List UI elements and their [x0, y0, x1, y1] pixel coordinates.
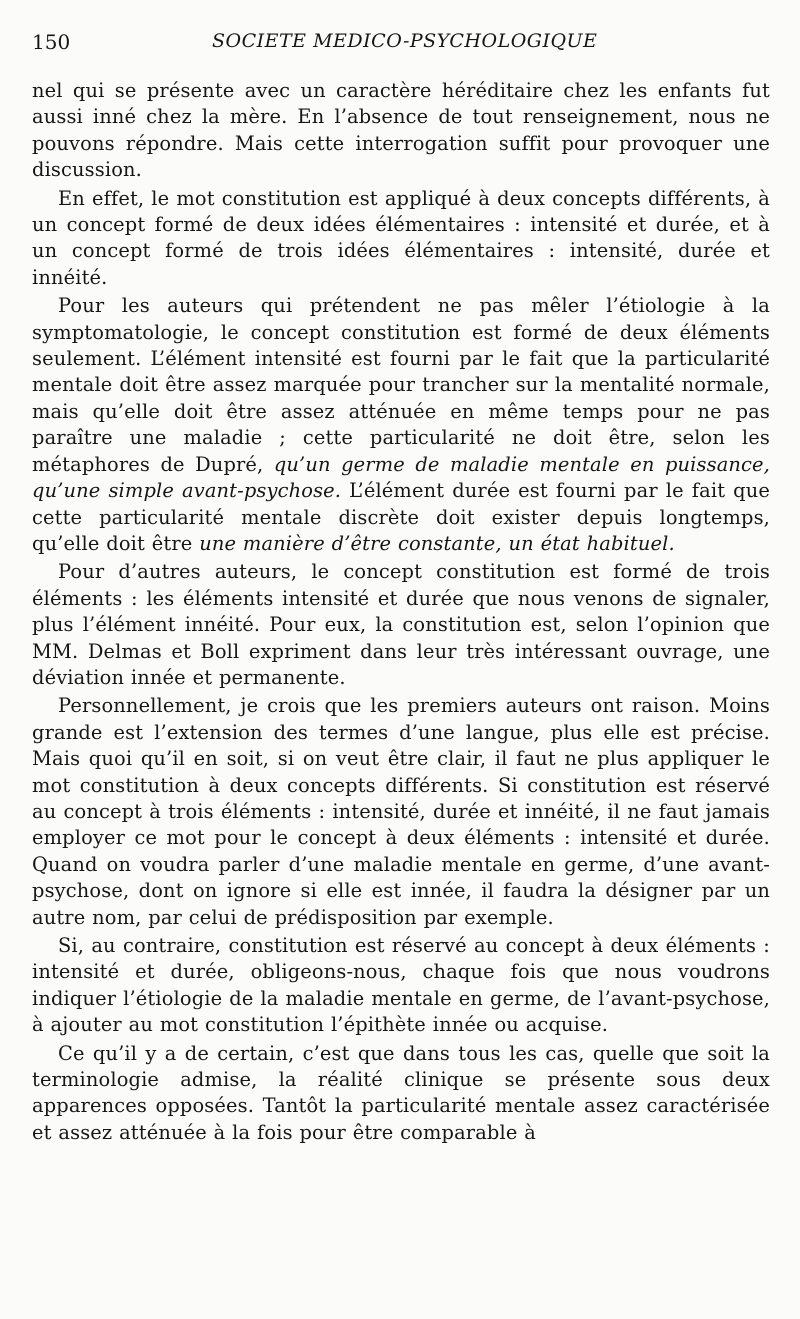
page-number: 150 — [32, 30, 71, 54]
text-segment: Ce qu’il y a de certain, c’est que dans tous les cas, quelle que soit la terminologie admise, la réalité clinique se présente sous deux apparences opposées. Tantôt la particularité mentale assez caractérisée et assez atténuée à la fois pour être comparable à — [32, 1041, 770, 1144]
paragraph — [32, 186, 770, 292]
running-head — [32, 30, 768, 60]
text-segment: En effet, le mot constitution est appliqué à deux concepts différents, à un concept formé de deux idées élémentaires : intensité et durée, et à un concept formé de trois idées élémentaires : intensité, durée et innéité. — [32, 186, 770, 289]
italic-quote: une manière d’être constante, un état habituel. — [199, 531, 675, 555]
paragraph — [32, 693, 770, 931]
body-text — [32, 78, 770, 1146]
text-segment: Pour les auteurs qui prétendent ne pas mêler l’étiologie à la symptomatologie, le concept constitution est formé de deux éléments seulement. L’élément intensité est fourni par le fait que la particularité mentale doit être assez marquée pour trancher sur la mentalité normale, mais qu’elle doit être assez atténuée en même temps pour ne pas paraître une maladie ; cette particularité ne doit être, selon les métaphores de Dupré, — [32, 294, 770, 476]
paragraph — [32, 559, 770, 691]
text-segment: nel qui se présente avec un caractère héréditaire chez les enfants fut aussi inné chez la mère. En l’absence de tout renseignement, nous ne pouvons répondre. Mais cette interrogation suffit pour provoquer une discussion. — [32, 79, 770, 182]
text-segment: Pour d’autres auteurs, le concept constitution est formé de trois éléments : les éléments intensité et durée que nous venons de signaler, plus l’élément innéité. Pour eux, la constitution est, selon l’opinion que MM. Delmas et Boll expriment dans leur très intéressant ouvrage, une déviation innée et permanente. — [32, 560, 770, 689]
text-segment: Si, au contraire, constitution est réservé au concept à deux éléments : intensité et durée, obligeons-nous, chaque fois que nous voudrons indiquer l’étiologie de la maladie mentale en germe, de l’avant-psychose, à ajouter au mot constitution l’épithète innée ou acquise. — [32, 934, 770, 1037]
text-segment: L’élément durée est fourni par le fait que cette particularité mentale discrète doit exister depuis longtemps, qu’elle doit être — [32, 479, 770, 555]
journal-title: SOCIETE MEDICO-PSYCHOLOGIQUE — [212, 30, 598, 52]
italic-quote: qu’un germe de maladie mentale en puissance, qu’une simple avant-psychose. — [32, 452, 770, 503]
paragraph — [32, 1041, 770, 1147]
text-segment: Personnellement, je crois que les premiers auteurs ont raison. Moins grande est l’extension des termes d’une langue, plus elle est précise. Mais quoi qu’il en soit, si on veut être clair, il faut ne plus appliquer le mot constitution à deux concepts différents. Si constitution est réservé au concept à trois éléments : intensité, durée et innéité, il ne faut jamais employer ce mot pour le concept à deux éléments : intensité et durée. Quand on voudra parler d’une maladie mentale en germe, d’une avant-psychose, dont on ignore si elle est innée, il faudra la désigner par un autre nom, par celui de prédisposition par exemple. — [32, 694, 770, 929]
paragraph — [32, 933, 770, 1039]
paragraph — [32, 78, 770, 184]
paragraph — [32, 293, 770, 557]
